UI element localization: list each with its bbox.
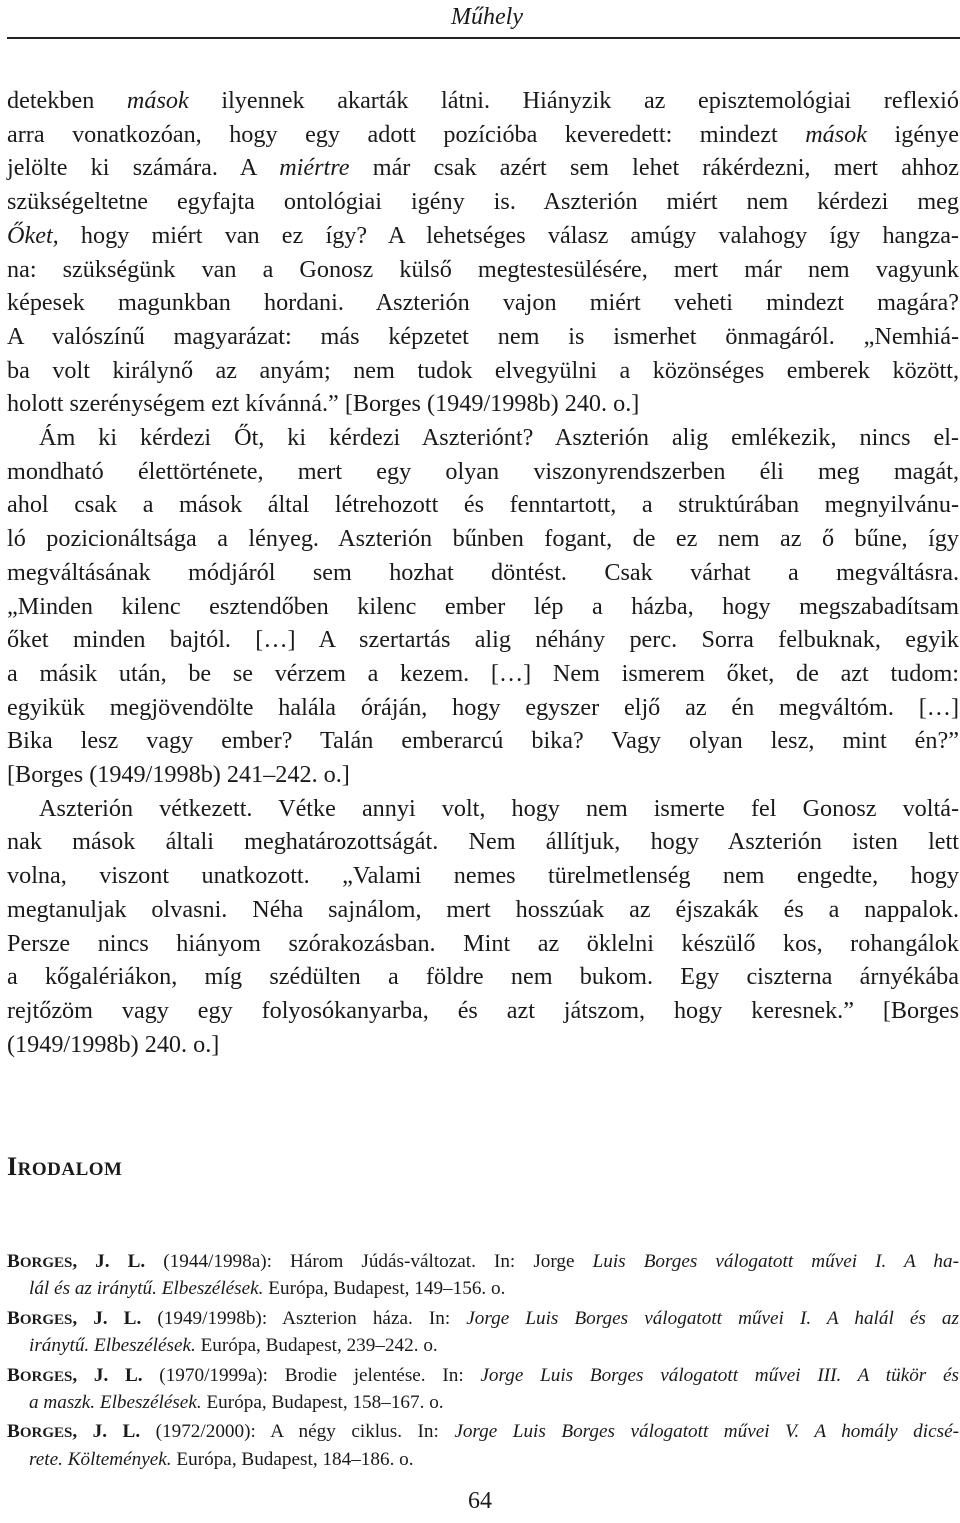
reference-author: BORGES, J. L. [7, 1421, 141, 1443]
reference-item [7, 1363, 959, 1416]
text-line: Bika lesz vagy ember? Talán emberarcú bika? Vagy olyan lesz, mint én?” [7, 727, 959, 755]
reference-line: rete. Költemények. Európa, Budapest, 184–186. o. [29, 1448, 414, 1470]
text-line: A valószínű magyarázat: más képzetet nem is ismerhet önmagáról. „Nemhiá- [7, 322, 959, 350]
running-header [0, 0, 960, 34]
running-header-title: Műhely [451, 4, 523, 30]
text-line: egyikük megjövendölte halála óráján, hogy egyszer eljő az én megváltóm. […] [7, 693, 959, 721]
text-line: rejtőzöm vagy egy folyosókanyarba, és azt játszom, hogy keresnek.” [Borges [7, 996, 959, 1024]
text-line: képesek magunkban hordani. Aszterión vajon miért veheti mindezt magára? [7, 289, 959, 317]
text-line: ló pozicionáltsága a lényeg. Aszterión bűnben fogant, de ez nem az ő bűne, így [7, 525, 959, 553]
reference-line: BORGES, J. L. (1972/2000): A négy ciklus. In: Jorge Luis Borges válogatott művei V. A homály dicsé- [7, 1421, 959, 1443]
section-title-rest: RODALOM [17, 1159, 123, 1180]
reference-line: iránytű. Elbeszélések. Európa, Budapest, 239–242. o. [29, 1335, 438, 1357]
header-rule [7, 37, 960, 39]
text-line: a kőgalériákon, míg szédülten a földre nem bukom. Egy ciszterna árnyékába [7, 963, 959, 991]
text-line: megtanuljak olvasni. Néha sajnálom, mert hosszúak az éjszakák és a nappalok. [7, 895, 959, 923]
text-line: Persze nincs hiányom szórakozásban. Mint az öklelni készülő kos, rohangálok [7, 929, 959, 957]
reference-list [7, 1249, 959, 1476]
section-title-initial: I [7, 1152, 18, 1181]
text-line: Őket, hogy miért van ez így? A lehetséges válasz amúgy valahogy így hangza- [7, 221, 959, 249]
text-line: őket minden bajtól. […] A szertartás alig néhány perc. Sorra felbuknak, egyik [7, 626, 959, 654]
paragraph [7, 792, 959, 1062]
page-number: 64 [468, 1488, 492, 1514]
text-line: Aszterión vétkezett. Vétke annyi volt, hogy nem ismerte fel Gonosz voltá- [39, 794, 959, 822]
reference-author: BORGES, J. L. [7, 1307, 142, 1329]
paragraph [7, 421, 959, 792]
reference-author: BORGES, J. L. [7, 1251, 146, 1272]
text-line: „Minden kilenc esztendőben kilenc ember lép a házba, hogy megszabadítsam [7, 592, 959, 620]
reference-item [7, 1419, 959, 1472]
reference-line: BORGES, J. L. (1949/1998b): Aszterion háza. In: Jorge Luis Borges válogatott művei I. A halál és az [7, 1307, 959, 1329]
body-text [7, 84, 959, 1061]
text-line: arra vonatkozóan, hogy egy adott pozícióba keveredett: mindezt mások igénye [7, 120, 959, 148]
text-line: ba volt királynő az anyám; nem tudok elvegyülni a közönséges emberek között, [7, 356, 959, 384]
paragraph [7, 84, 959, 421]
reference-item [7, 1249, 959, 1302]
text-line: holott szerénységem ezt kívánná.” [Borges (1949/1998b) 240. o.] [7, 390, 640, 418]
reference-line: a maszk. Elbeszélések. Európa, Budapest, 158–167. o. [29, 1392, 444, 1414]
text-line: megváltásának módjáról sem hozhat döntést. Csak várhat a megváltásra. [7, 558, 959, 586]
text-line: detekben mások ilyennek akarták látni. Hiányzik az episztemológiai reflexió [7, 87, 959, 114]
section-title [7, 1152, 122, 1182]
text-line: ahol csak a mások által létrehozott és fenntartott, a struktúrában megnyilvánu- [7, 491, 959, 519]
text-line: na: szükségünk van a Gonosz külső megtestesülésére, mert már nem vagyunk [7, 255, 959, 283]
text-line: [Borges (1949/1998b) 241–242. o.] [7, 761, 350, 789]
text-line: Ám ki kérdezi Őt, ki kérdezi Aszteriónt? Aszterión alig emlékezik, nincs el- [39, 424, 959, 452]
text-line: volna, viszont unatkozott. „Valami nemes türelmetlenség nem engedte, hogy [7, 862, 959, 890]
reference-line: BORGES, J. L. (1944/1998a): Három Júdás-változat. In: Jorge Luis Borges válogatott művei I. A ha- [7, 1251, 959, 1272]
reference-author: BORGES, J. L. [7, 1364, 143, 1386]
text-line: mondható élettörténete, mert egy olyan viszonyrendszerben éli meg magát, [7, 457, 959, 485]
reference-line: BORGES, J. L. (1970/1999a): Brodie jelentése. In: Jorge Luis Borges válogatott művei III. A tükör és [7, 1364, 959, 1386]
reference-item [7, 1306, 959, 1359]
text-line: a másik után, be se vérzem a kezem. […] Nem ismerem őket, de azt tudom: [7, 659, 959, 687]
reference-line: lál és az iránytű. Elbeszélések. Európa, Budapest, 149–156. o. [29, 1278, 506, 1300]
text-line: nak mások általi meghatározottságát. Nem állítjuk, hogy Aszterión isten lett [7, 828, 959, 856]
text-line: szükségeltetne egyfajta ontológiai igény is. Aszterión miért nem kérdezi meg [7, 188, 959, 216]
text-line: jelölte ki számára. A miértre már csak azért sem lehet rákérdezni, mert ahhoz [7, 154, 959, 182]
text-line: (1949/1998b) 240. o.] [7, 1030, 220, 1058]
